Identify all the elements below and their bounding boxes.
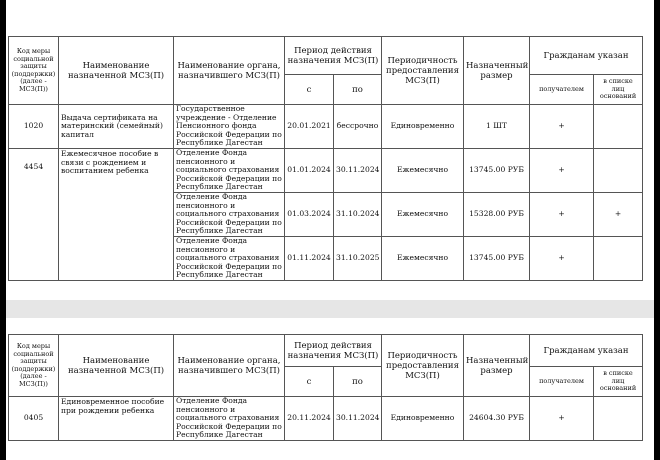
header-name: Наименование назначенной МСЗ(П) (59, 335, 174, 397)
cell-in-list (594, 397, 643, 441)
header-to: по (334, 75, 382, 105)
table-row (9, 397, 643, 441)
table-row (9, 148, 643, 192)
header-organ: Наименование органа, назначившего МСЗ(П) (174, 37, 285, 105)
header-in-list: в списке лиц оснований (594, 367, 643, 397)
cell-periodicity: Единовременно (382, 105, 464, 149)
cell-periodicity: Единовременно (382, 397, 464, 441)
cell-periodicity: Ежемесячно (382, 192, 464, 236)
cell-from: 20.01.2021 (285, 105, 334, 149)
cell-amount: 24604.30 РУБ (464, 397, 530, 441)
cell-name: Выдача сертификата на материнский (семейный) капитал (59, 105, 174, 149)
cell-name: Единовременное пособие при рождении ребенка (59, 397, 174, 441)
cell-from: 01.11.2024 (285, 236, 334, 280)
header-citizens: Гражданам указан (530, 37, 643, 75)
cell-recipient: + (530, 148, 594, 192)
cell-to: 31.10.2025 (334, 236, 382, 280)
header-from: с (285, 367, 334, 397)
header-recipient: получателем (530, 75, 594, 105)
cell-to: бессрочно (334, 105, 382, 149)
cell-organ: Отделение Фонда пенсионного и социального страхования Российской Федерации по Республике Дагестан (174, 397, 285, 441)
cell-to: 30.11.2024 (334, 148, 382, 192)
cell-to: 30.11.2024 (334, 397, 382, 441)
cell-recipient: + (530, 236, 594, 280)
header-amount: Назначенный размер (464, 37, 530, 105)
cell-recipient: + (530, 105, 594, 149)
header-to: по (334, 367, 382, 397)
header-recipient: получателем (530, 367, 594, 397)
cell-in-list (594, 236, 643, 280)
header-code: Код меры социальной защиты (поддержки) (далее - МСЗ(П)) (9, 335, 59, 397)
cell-recipient: + (530, 192, 594, 236)
cell-from: 01.01.2024 (285, 148, 334, 192)
cell-amount: 1 ШТ (464, 105, 530, 149)
cell-organ: Отделение Фонда пенсионного и социального страхования Российской Федерации по Республике Дагестан (174, 148, 285, 192)
cell-recipient: + (530, 397, 594, 441)
cell-code: 4454 (9, 148, 59, 280)
header-from: с (285, 75, 334, 105)
cell-code: 1020 (9, 105, 59, 149)
benefits-table-2 (8, 334, 643, 441)
cell-name: Ежемесячное пособие в связи с рождением и воспитанием ребенка (59, 148, 174, 280)
cell-in-list: + (594, 192, 643, 236)
cell-organ: Отделение Фонда пенсионного и социального страхования Российской Федерации по Республике Дагестан (174, 192, 285, 236)
document-page-1 (6, 0, 654, 300)
header-name: Наименование назначенной МСЗ(П) (59, 37, 174, 105)
cell-amount: 13745.00 РУБ (464, 236, 530, 280)
header-organ: Наименование органа, назначившего МСЗ(П) (174, 335, 285, 397)
cell-amount: 13745.00 РУБ (464, 148, 530, 192)
benefits-table-1 (8, 36, 643, 281)
document-page-2 (6, 318, 654, 460)
table-row (9, 105, 643, 149)
cell-in-list (594, 148, 643, 192)
header-period: Период действия назначения МСЗ(П) (285, 37, 382, 75)
header-amount: Назначенный размер (464, 335, 530, 397)
cell-code: 0405 (9, 397, 59, 441)
cell-periodicity: Ежемесячно (382, 236, 464, 280)
cell-periodicity: Ежемесячно (382, 148, 464, 192)
cell-from: 20.11.2024 (285, 397, 334, 441)
cell-from: 01.03.2024 (285, 192, 334, 236)
page-separator (6, 300, 654, 318)
header-period: Период действия назначения МСЗ(П) (285, 335, 382, 367)
cell-amount: 15328.00 РУБ (464, 192, 530, 236)
cell-organ: Отделение Фонда пенсионного и социального страхования Российской Федерации по Республике Дагестан (174, 236, 285, 280)
cell-to: 31.10.2024 (334, 192, 382, 236)
cell-in-list (594, 105, 643, 149)
header-periodicity: Периодичность предоставления МСЗ(П) (382, 37, 464, 105)
header-periodicity: Периодичность предоставления МСЗ(П) (382, 335, 464, 397)
header-citizens: Гражданам указан (530, 335, 643, 367)
cell-organ: Государственное учреждение - Отделение Пенсионного фонда Российской Федерации по Республике Дагестан (174, 105, 285, 149)
header-in-list: в списке лиц оснований (594, 75, 643, 105)
header-code: Код меры социальной защиты (поддержки) (далее - МСЗ(П)) (9, 37, 59, 105)
